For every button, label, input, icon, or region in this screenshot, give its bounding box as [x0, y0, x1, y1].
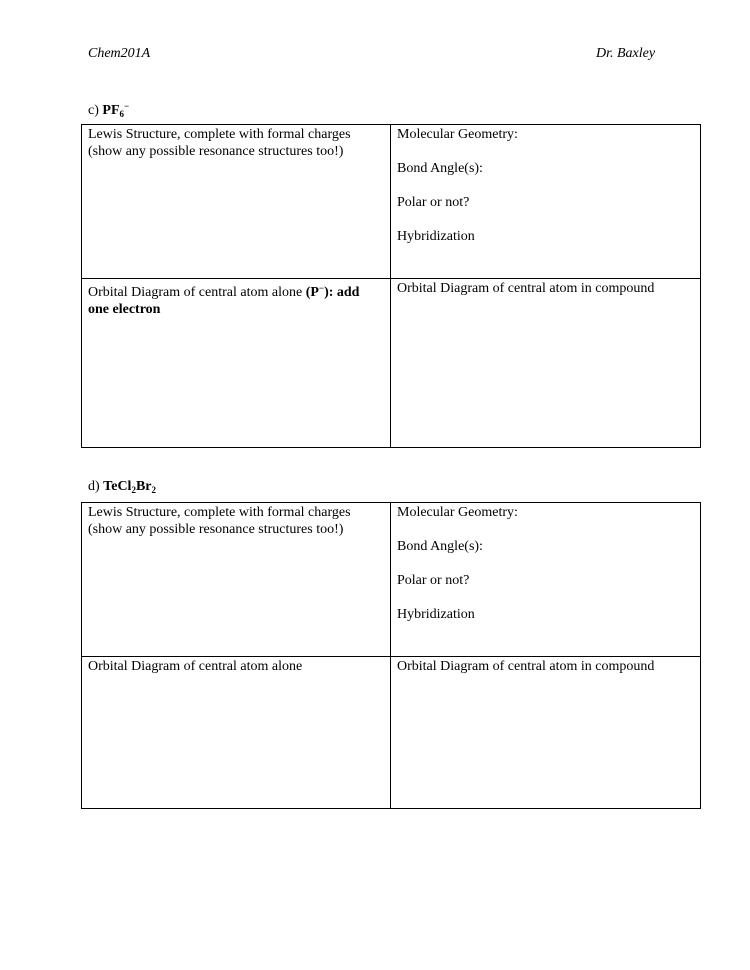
section-c-formula: $PF_6^-$	[102, 101, 130, 119]
orbital-alone-label-line2: one electron	[88, 302, 161, 317]
section-d-geometry-cell	[391, 503, 700, 656]
course-title: Chem201A	[88, 46, 151, 61]
section-c-row-2	[82, 278, 700, 447]
section-d-lewis-cell	[82, 503, 391, 656]
section-c-orbital-compound-cell	[391, 279, 700, 447]
section-d-table	[81, 502, 701, 809]
lewis-label-line1: Lewis Structure, complete with formal charges	[88, 127, 351, 142]
polar-label: Polar or not?	[397, 195, 470, 210]
lewis-label-line2: (show any possible resonance structures too!)	[88, 144, 344, 159]
bond-angle-label: Bond Angle(s):	[397, 161, 483, 176]
section-d-label	[88, 478, 156, 499]
orbital-alone-label: Orbital Diagram of central atom alone	[88, 659, 303, 674]
orbital-compound-label: Orbital Diagram of central atom in compound	[397, 281, 655, 296]
bond-angle-label: Bond Angle(s):	[397, 539, 483, 554]
section-d-row-1	[82, 503, 700, 656]
section-c-orbital-alone-cell	[82, 279, 391, 447]
instructor-name: Dr. Baxley	[596, 46, 656, 61]
section-d-row-2	[82, 656, 700, 808]
section-c-row-1	[82, 125, 700, 278]
section-c-geometry-cell	[391, 125, 700, 278]
section-d-orbital-compound-cell	[391, 657, 700, 808]
section-d-letter: d)	[88, 479, 100, 494]
section-c-table	[81, 124, 701, 448]
section-d-formula: $TeCl_2Br_2$	[103, 479, 157, 495]
geometry-label: Molecular Geometry:	[397, 505, 518, 520]
geometry-label: Molecular Geometry:	[397, 127, 518, 142]
section-d-orbital-alone-cell	[82, 657, 391, 808]
orbital-compound-label: Orbital Diagram of central atom in compound	[397, 659, 655, 674]
polar-label: Polar or not?	[397, 573, 470, 588]
orbital-alone-label: Orbital Diagram of central atom alone (P−): add	[88, 283, 360, 300]
section-c-letter: c)	[88, 103, 99, 118]
lewis-label-line2: (show any possible resonance structures too!)	[88, 522, 344, 537]
section-c-label	[88, 98, 129, 123]
hybridization-label: Hybridization	[397, 229, 475, 244]
lewis-label-line1: Lewis Structure, complete with formal charges	[88, 505, 351, 520]
hybridization-label: Hybridization	[397, 607, 475, 622]
section-c-lewis-cell	[82, 125, 391, 278]
